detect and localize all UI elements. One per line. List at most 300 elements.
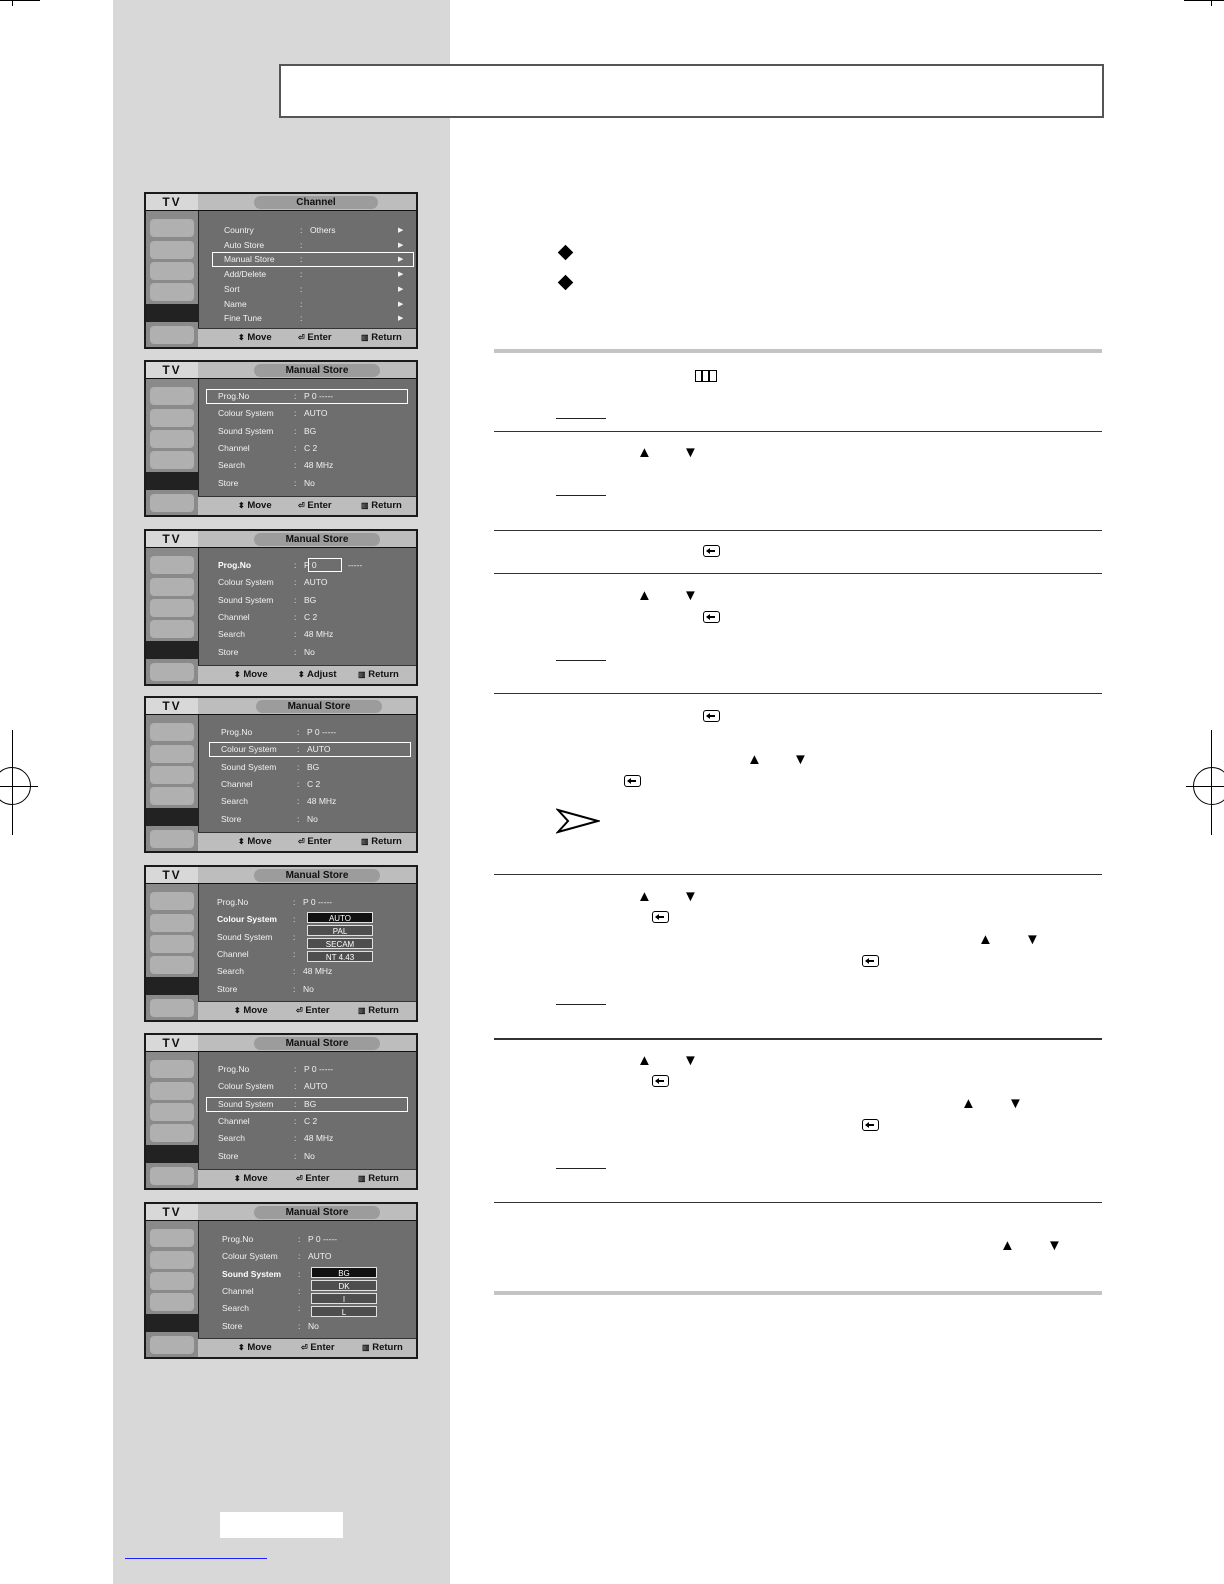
footer-item [298,500,332,511]
menu-row-value: C 2 [304,611,318,622]
enter-button-icon [652,1075,669,1087]
menu-category-icon [150,1272,194,1290]
colon: : [297,813,300,824]
tv-icon-column [146,884,198,1020]
menu-row [221,796,411,808]
footer-link-line [125,1558,267,1559]
menu-category-icon [150,283,194,301]
divider [146,378,416,379]
menu-category-icon [146,977,198,995]
menu-category-icon [150,1293,194,1311]
menu-row-value: C 2 [304,1115,318,1126]
down-arrow-icon: ▼ [683,888,698,905]
submenu-arrow-icon: ▶ [398,300,404,308]
menu-category-icon [146,641,198,659]
menu-row-value: P 0 ----- [304,391,334,401]
menu-category-icon [150,556,194,574]
colon: : [297,761,300,772]
colon: : [294,611,297,622]
dropdown-option: SECAM [307,938,373,949]
menu-row-label: Store [222,1320,243,1331]
colon: : [298,1320,301,1331]
footer-item [358,1173,399,1184]
footer-item [361,500,402,511]
menu-category-icon [150,241,194,259]
submenu-arrow-icon: ▶ [398,256,404,264]
tv-label: TV [162,363,182,377]
adjust-icon: ⬍ [298,670,305,679]
dropdown-option: DK [311,1280,377,1291]
menu-row-value: AUTO [308,1251,332,1262]
menu-row-value: C 2 [304,442,318,453]
menu-row-label: Prog.No [222,1234,254,1244]
down-arrow-icon: ▼ [683,444,698,461]
menu-row-value: 48 MHz [307,796,337,807]
enter-icon: ⏎ [296,1174,303,1183]
menu-row [224,225,414,237]
footer-label: Return [371,332,402,343]
footer-label: Enter [305,1005,330,1016]
menu-row-label: Name [224,298,247,309]
colon: : [294,460,297,471]
crop-mark [1211,0,1212,6]
colon: : [300,254,303,265]
footer-label: Return [368,669,399,680]
colon: : [298,1285,301,1296]
menu-row-label: Prog.No [218,1064,250,1074]
menu-row-label: Auto Store [224,239,265,250]
tv-footer [198,665,416,684]
footer-item [234,1173,268,1184]
step-divider [494,1038,1102,1040]
menu-row-value: BG [307,761,320,772]
colon: : [294,442,297,453]
up-arrow-icon: ▲ [637,587,652,604]
tv-menu-screen [144,696,418,853]
colon: : [300,269,303,280]
menu-row-label: Channel [218,1115,250,1126]
tv-label: TV [162,1036,182,1050]
menu-row [222,1234,412,1246]
menu-row-label: Sound System [221,761,277,772]
divider [146,714,416,715]
step-divider [494,431,1102,432]
colon: : [300,283,303,294]
tv-label: TV [162,532,182,546]
menu-title: Manual Store [256,700,382,713]
move-icon: ⬍ [238,333,245,342]
menu-category-icon [150,494,194,512]
menu-row-label: Sort [224,283,240,294]
menu-row-label: Channel [217,948,249,959]
menu-row-label: Store [221,813,242,824]
footer-item [234,669,268,680]
step-divider [494,573,1102,574]
menu-category-icon [150,766,194,784]
menu-row-value: No [304,477,315,488]
page-number-box [220,1512,343,1538]
enter-button-icon [703,710,720,722]
menu-category-icon [150,935,194,953]
dropdown-option: L [311,1306,377,1317]
divider [198,379,199,515]
footer-label: Move [243,1005,268,1016]
menu-row [217,984,407,996]
colon: : [297,778,300,789]
divider [198,548,199,684]
menu-row-value: P 0 ----- [307,727,337,737]
menu-row-label: Sound System [218,594,274,605]
menu-category-icon [150,1103,194,1121]
footer-item [362,1342,403,1353]
menu-row [218,629,408,641]
footer-item [296,1173,330,1184]
menu-row [224,313,414,325]
note-underline [556,660,606,661]
footer-item [234,1005,268,1016]
footer-item [296,1005,330,1016]
enter-button-icon [624,775,641,787]
tv-menu-screen [144,360,418,517]
footer-item [238,500,272,511]
footer-item [361,836,402,847]
footer-item [298,669,337,680]
menu-row-label: Channel [218,611,250,622]
menu-row [218,460,408,472]
menu-row-label: Search [221,796,248,807]
menu-row-label: Store [217,983,238,994]
option-dropdown [311,1267,377,1319]
menu-button-icon [695,370,717,382]
section-rule-top [494,349,1102,353]
menu-category-icon [150,262,194,280]
tv-icon-column [146,1052,198,1188]
tv-label: TV [162,868,182,882]
menu-row-value: BG [304,1098,317,1109]
crop-mark [12,730,13,835]
up-arrow-icon: ▲ [961,1095,976,1112]
bullet-diamond-icon [558,245,574,261]
option-dropdown [307,912,373,964]
menu-row-label: Search [217,966,244,977]
footer-item [358,1005,399,1016]
divider [146,1220,416,1221]
menu-row-label: Sound System [222,1268,282,1279]
footer-label: Move [247,836,272,847]
return-icon: ▥ [362,1343,370,1352]
colon: : [300,313,303,324]
enter-button-icon [703,545,720,557]
submenu-arrow-icon: ▶ [398,241,404,249]
selection-highlight [212,252,414,267]
tv-label: TV [162,195,182,209]
colon: : [294,1098,297,1109]
enter-button-icon [862,955,879,967]
footer-label: Enter [310,1342,335,1353]
move-icon: ⬍ [238,501,245,510]
menu-row-label: Prog.No [217,897,249,907]
tv-footer [198,1169,416,1188]
menu-category-icon [150,599,194,617]
return-icon: ▥ [361,837,369,846]
menu-row-value: No [307,813,318,824]
menu-category-icon [150,999,194,1017]
tv-icon-column [146,715,198,851]
menu-row [218,1151,408,1163]
up-arrow-icon: ▲ [637,1052,652,1069]
menu-row [224,284,414,296]
menu-row-value: AUTO [307,744,331,755]
menu-row [218,1133,408,1145]
submenu-arrow-icon: ▶ [398,315,404,323]
menu-row-label: Channel [222,1285,254,1296]
menu-row-label: Add/Delete [224,269,267,280]
enter-button-icon [862,1119,879,1131]
colon: : [293,948,296,959]
menu-category-icon [150,830,194,848]
move-icon: ⬍ [238,837,245,846]
menu-row-label: Colour System [217,914,277,925]
menu-row-label: Search [218,460,245,471]
menu-row-label: Channel [218,442,250,453]
colon: : [300,298,303,309]
note-underline [556,495,606,496]
colon: : [294,1133,297,1144]
menu-row-label: Store [218,1150,239,1161]
tv-label: TV [162,699,182,713]
crop-mark [0,786,38,787]
menu-row [218,577,408,589]
colon: : [294,1150,297,1161]
menu-category-icon [146,1314,198,1332]
menu-row [218,595,408,607]
dropdown-option: NT 4.43 [307,951,373,962]
up-arrow-icon: ▲ [637,888,652,905]
menu-row [221,727,411,739]
return-icon: ▥ [358,670,366,679]
menu-category-icon [150,723,194,741]
menu-category-icon [150,578,194,596]
tv-icon-column [146,379,198,515]
dropdown-option: PAL [307,925,373,936]
crop-mark [12,0,13,6]
menu-category-icon [150,914,194,932]
return-icon: ▥ [361,333,369,342]
tv-icon-column [146,548,198,684]
menu-category-icon [150,430,194,448]
tv-icon-column [146,1221,198,1357]
colon: : [294,1064,297,1074]
return-icon: ▥ [358,1174,366,1183]
colon: : [294,560,297,570]
menu-row [221,779,411,791]
menu-row-value: AUTO [304,1081,328,1092]
footer-label: Move [247,332,272,343]
menu-row-value: AUTO [304,408,328,419]
menu-row-label: Manual Store [224,254,275,265]
tv-icon-column [146,211,198,347]
up-arrow-icon: ▲ [637,444,652,461]
down-arrow-icon: ▼ [683,587,698,604]
menu-row-value: No [304,646,315,657]
footer-label: Enter [307,332,332,343]
footer-label: Return [371,836,402,847]
footer-item [238,332,272,343]
menu-row-value: P 0 ----- [304,1064,334,1074]
crop-mark [1186,786,1224,787]
divider [198,884,199,1020]
colon: : [293,931,296,942]
menu-row-label: Colour System [218,577,274,588]
note-underline [556,418,606,419]
enter-icon: ⏎ [298,501,305,510]
menu-category-icon [150,620,194,638]
menu-category-icon [150,326,194,344]
menu-row-value: 48 MHz [303,966,333,977]
tv-menu-screen [144,865,418,1022]
step-divider [494,1202,1102,1203]
return-icon: ▥ [358,1006,366,1015]
menu-row [218,612,408,624]
menu-row [217,897,407,909]
menu-title: Channel [254,196,378,209]
tv-menu-screen [144,1202,418,1359]
step-divider [494,530,1102,531]
menu-category-icon [150,1082,194,1100]
note-underline [556,1004,606,1005]
tv-footer [198,1001,416,1020]
menu-row-value: No [303,983,314,994]
menu-row-label: Search [222,1303,249,1314]
menu-row-value: 48 MHz [304,1133,334,1144]
selection-highlight [206,389,408,404]
crop-mark [1184,0,1224,1]
menu-row-value: 48 MHz [304,460,334,471]
menu-category-icon [150,1060,194,1078]
colon: : [293,983,296,994]
menu-row [218,1064,408,1076]
menu-row-label: Fine Tune [224,313,262,324]
dropdown-option: BG [311,1267,377,1278]
menu-row-value: AUTO [304,577,328,588]
down-arrow-icon: ▼ [1008,1095,1023,1112]
menu-row-label: Search [218,629,245,640]
return-icon: ▥ [361,501,369,510]
colon: : [294,1115,297,1126]
footer-item [238,1342,272,1353]
tv-label: TV [162,1205,182,1219]
divider [146,1051,416,1052]
menu-row-label: Colour System [221,744,277,755]
enter-button-icon [652,911,669,923]
menu-row [218,1081,408,1093]
divider [198,211,199,347]
menu-row-label: Colour System [218,408,274,419]
menu-row [224,240,414,252]
enter-icon: ⏎ [301,1343,308,1352]
menu-row-value: BG [304,425,317,436]
menu-row [222,1251,412,1263]
selection-highlight [206,1097,408,1112]
menu-row-label: Search [218,1133,245,1144]
menu-row [224,269,414,281]
menu-category-icon [146,1145,198,1163]
footer-label: Move [243,669,268,680]
step-divider [494,693,1102,694]
menu-row-value: P 0 ----- [303,897,333,907]
menu-row-label: Prog.No [218,560,252,570]
divider [146,547,416,548]
menu-row [218,426,408,438]
submenu-arrow-icon: ▶ [398,227,404,234]
menu-row-label: Colour System [222,1251,278,1262]
move-icon: ⬍ [238,1343,245,1352]
colon: : [297,744,300,755]
menu-row-label: Colour System [218,1081,274,1092]
tv-footer [198,328,416,347]
menu-title: Manual Store [254,533,380,546]
colon: : [300,239,303,250]
dropdown-option: I [311,1293,377,1304]
submenu-arrow-icon: ▶ [398,271,404,279]
menu-category-icon [150,892,194,910]
colon: : [294,477,297,488]
colon: : [298,1268,301,1279]
dropdown-option: AUTO [307,912,373,923]
divider [146,883,416,884]
down-arrow-icon: ▼ [1025,931,1040,948]
footer-item [298,332,332,343]
colon: : [298,1251,301,1262]
menu-row-label: Sound System [217,931,273,942]
value-edit-box [308,558,342,572]
section-rule-bottom [494,1291,1102,1295]
tv-menu-screen [144,1033,418,1190]
page-title-box [279,64,1104,118]
selection-highlight [209,742,411,757]
divider [198,715,199,851]
crop-mark [1211,730,1212,835]
note-underline [556,1168,606,1169]
menu-row-value: P 0 ----- [308,1234,338,1244]
footer-item [298,836,332,847]
menu-category-icon [150,956,194,974]
menu-category-icon [150,1336,194,1354]
menu-category-icon [150,219,194,237]
footer-label: Return [371,500,402,511]
step-divider [494,874,1102,875]
menu-title: Manual Store [254,1037,380,1050]
menu-row-value: P 0 [304,560,317,570]
menu-category-icon [150,663,194,681]
footer-label: Enter [305,1173,330,1184]
menu-category-icon [150,787,194,805]
colon: : [298,1234,301,1244]
menu-row [221,762,411,774]
divider [198,1052,199,1188]
tv-footer [198,832,416,851]
bullet-diamond-icon [558,275,574,291]
tv-footer [198,1338,416,1357]
menu-category-icon [146,304,198,322]
tv-menu-screen [144,529,418,686]
colon: : [294,1081,297,1092]
menu-row [218,647,408,659]
footer-item [301,1342,335,1353]
up-arrow-icon: ▲ [747,751,762,768]
enter-button-icon [703,611,720,623]
colon: : [293,897,296,907]
